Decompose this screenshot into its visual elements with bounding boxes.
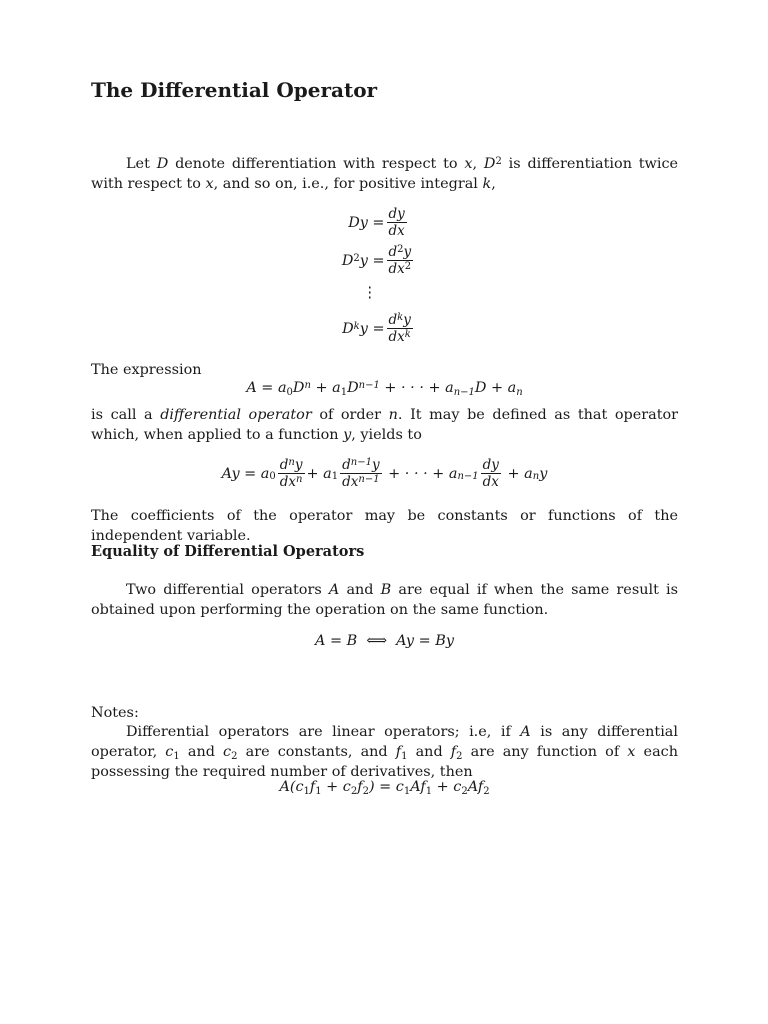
notes-paragraph: Differential operators are linear operators; i.e, if A is any differential operator, $c_1$ and $c_2$ are constants, and $f_1$ and $f_2$ are any function of x each possessing the required number of derivatives, then [91, 724, 678, 780]
page-title: The Differential Operator [91, 78, 378, 102]
notes-label: Notes: [91, 705, 139, 721]
equation-dky: $D^ky$ = $\frac{d^ky}{dx^k}$ [342, 311, 411, 345]
coefficients-paragraph: The coefficients of the operator may be constants or functions of the independent variable. [91, 508, 678, 544]
ay-equation: Ay = a $_0$ $\frac{d^ny}{dx^n}$ + a $_1$ $\frac{d^{n-1}y}{dx^{n-1}}$ + · · · + a $_{n-1}$ $\frac{dy}{dx}$ + a $_n$ y [221, 456, 548, 490]
equality-equation: A = B ⟺ Ay = By [315, 633, 454, 649]
equality-paragraph: Two differential operators A and B are equal if when the same result is obtained upon performing the operation on the same function. [91, 582, 679, 618]
equation-dy: Dy = $\frac{dy}{dx}$ [348, 206, 405, 239]
operator-definition-paragraph: is call a differential operator of order n. It may be defined as that operator which, when applied to a function y, yields to [91, 407, 679, 443]
expression-label: The expression [91, 362, 202, 378]
linearity-equation: $A(c_1f_1 + c_2f_2) = c_1Af_1 + c_2Af_2$ [279, 779, 490, 797]
equation-vdots: ⋮ [362, 285, 377, 301]
section-heading: Equality of Differential Operators [91, 543, 365, 560]
equation-d2y: $D^2y$ = $\frac{d^2y}{dx^2}$ [341, 243, 412, 277]
operator-equation: $A = a_0D^n + a_1D^{n-1}$ + · · · + $a_{n-1}D + a_n$ [246, 379, 523, 398]
intro-paragraph: Let D denote differentiation with respect to x, $D^2$ is differentiation twice with respect to x, and so on, i.e., for positive integral k, [91, 155, 679, 192]
